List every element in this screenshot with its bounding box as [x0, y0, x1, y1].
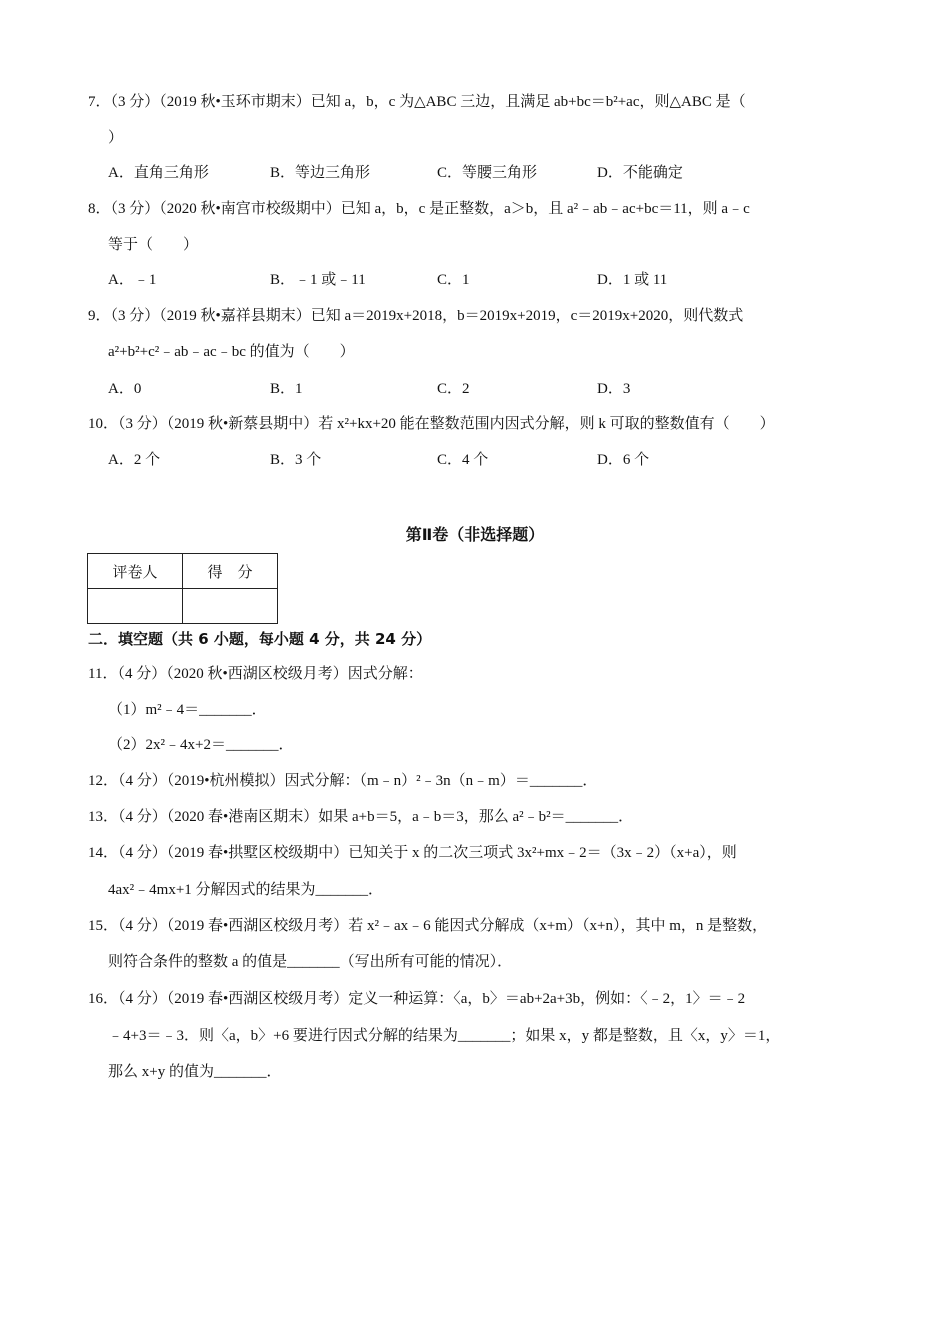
grader-cell [88, 589, 183, 624]
question-9-line-1: 9．（3 分）（2019 秋•嘉祥县期末）已知 a＝2019x+2018，b＝2019x+2019，c＝2019x+2020，则代数式 [88, 308, 744, 324]
question-9-option-d: D．3 [597, 381, 631, 397]
question-16-line-2: ﹣4+3＝﹣3．则〈a，b〉+6 要进行因式分解的结果为_______；如果 x，y 都是整数，且〈x，y〉＝1， [108, 1028, 781, 1044]
question-7-option-a: A．直角三角形 [108, 165, 209, 181]
question-7-option-b: B．等边三角形 [270, 165, 371, 181]
section-title: 二．填空题（共 6 小题，每小题 4 分，共 24 分） [88, 630, 432, 648]
question-14-line-2: 4ax²﹣4mx+1 分解因式的结果为_______． [108, 882, 384, 898]
question-10-option-a: A．2 个 [108, 452, 161, 468]
grader-header: 评卷人 [88, 554, 183, 589]
question-8-option-b: B．﹣1 或﹣11 [270, 272, 366, 288]
question-14-line-1: 14．（4 分）（2019 春•拱墅区校级期中）已知关于 x 的二次三项式 3x²+mx﹣2＝（3x﹣2）（x+a），则 [88, 845, 737, 861]
question-13: 13．（4 分）（2020 春•港南区期末）如果 a+b＝5，a﹣b＝3，那么 a²﹣b²＝_______． [88, 809, 634, 825]
question-16-line-3: 那么 x+y 的值为_______． [108, 1064, 282, 1080]
question-7-option-d: D．不能确定 [597, 165, 683, 181]
question-9-option-a: A．0 [108, 381, 142, 397]
question-10-option-d: D．6 个 [597, 452, 650, 468]
question-10-line-1: 10．（3 分）（2019 秋•新蔡县期中）若 x²+kx+20 能在整数范围内因式分解，则 k 可取的整数值有（ ） [88, 416, 775, 432]
question-9-option-c: C．2 [437, 381, 470, 397]
question-7-line-2: ） [108, 130, 124, 146]
question-9-line-2: a²+b²+c²﹣ab﹣ac﹣bc 的值为（ ） [108, 344, 355, 360]
score-table [87, 553, 278, 624]
question-16-line-1: 16．（4 分）（2019 春•西湖区校级月考）定义一种运算：〈a，b〉＝ab+2a+3b，例如：〈﹣2，1〉＝﹣2 [88, 991, 746, 1007]
question-8-option-d: D．1 或 11 [597, 272, 668, 288]
question-15-line-1: 15．（4 分）（2019 春•西湖区校级月考）若 x²﹣ax﹣6 能因式分解成（x+m）（x+n），其中 m，n 是整数， [88, 918, 768, 934]
question-9-option-b: B．1 [270, 381, 303, 397]
question-7-option-c: C．等腰三角形 [437, 165, 538, 181]
question-7-line-1: 7．（3 分）（2019 秋•玉环市期末）已知 a，b，c 为△ABC 三边，且满足 ab+bc＝b²+ac，则△ABC 是（ [88, 94, 746, 110]
question-10-option-b: B．3 个 [270, 452, 322, 468]
question-10-option-c: C．4 个 [437, 452, 489, 468]
question-15-line-2: 则符合条件的整数 a 的值是_______（写出所有可能的情况）． [108, 954, 513, 970]
question-11-part-2: （2）2x²﹣4x+2＝_______． [108, 737, 294, 753]
question-8-option-c: C．1 [437, 272, 470, 288]
question-11-part-1: （1）m²﹣4＝_______． [108, 702, 267, 718]
question-8-line-1: 8．（3 分）（2020 秋•南宫市校级期中）已知 a，b，c 是正整数，a＞b，且 a²﹣ab﹣ac+bc＝11，则 a﹣c [88, 201, 750, 217]
part-title: 第Ⅱ卷（非选择题） [405, 525, 545, 544]
question-8-line-2: 等于（ ） [108, 237, 199, 253]
question-8-option-a: A．﹣1 [108, 272, 157, 288]
score-cell [183, 589, 278, 624]
question-12: 12．（4 分）（2019•杭州模拟）因式分解：（m﹣n）²﹣3n（n﹣m）＝_______． [88, 773, 598, 789]
score-header: 得 分 [183, 554, 278, 589]
question-11-line-1: 11．（4 分）（2020 秋•西湖区校级月考）因式分解： [88, 666, 423, 682]
